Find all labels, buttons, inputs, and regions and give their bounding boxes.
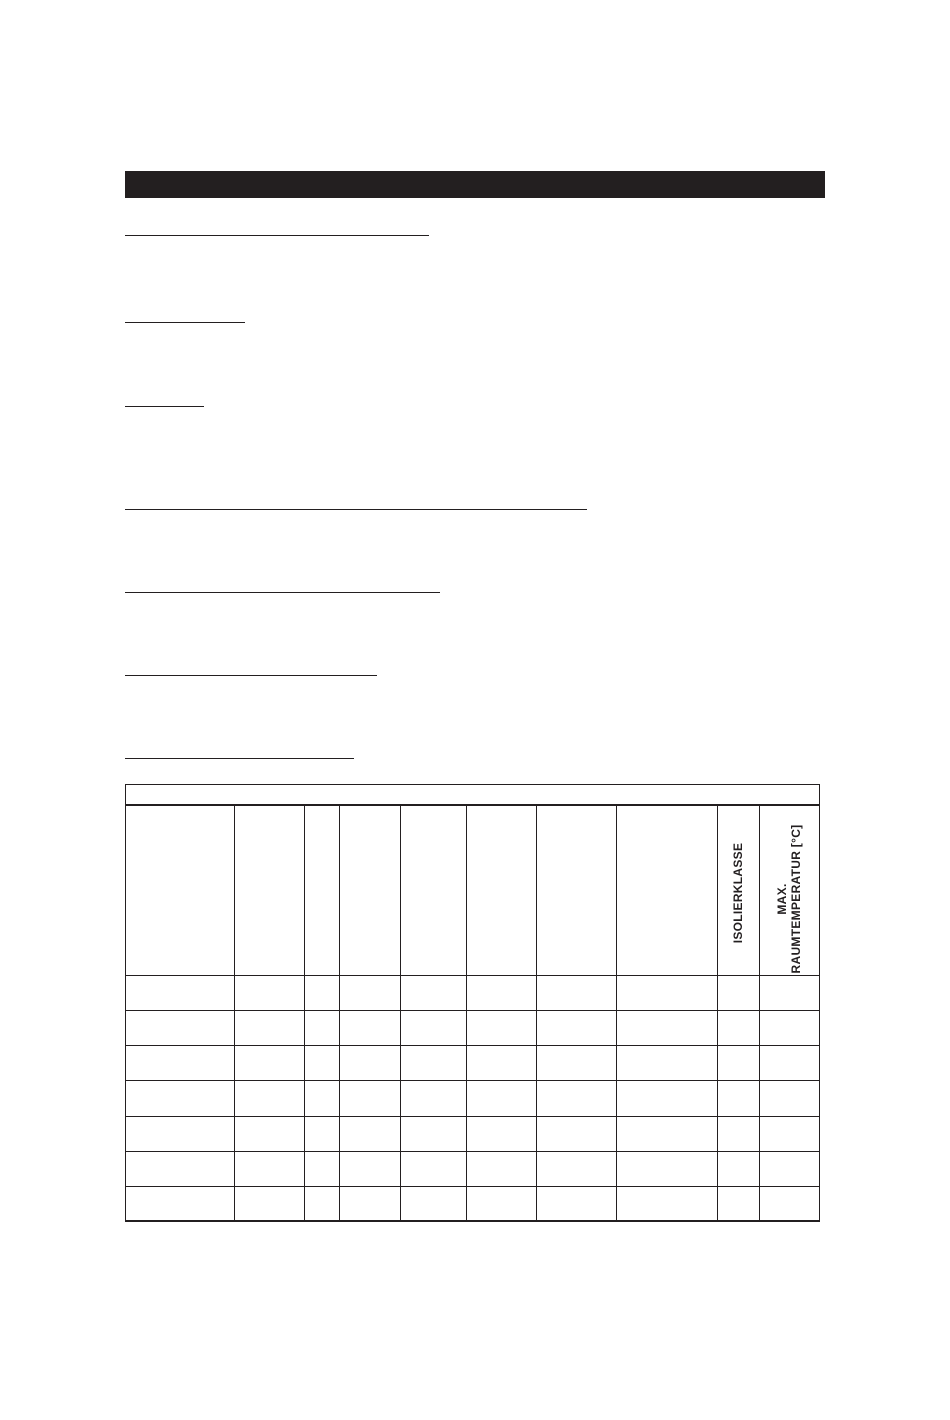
heading-rule xyxy=(125,592,440,593)
section-header-bar xyxy=(125,171,825,198)
heading-rule xyxy=(125,322,245,323)
header-isolierklasse-label: ISOLIERKLASSE xyxy=(731,842,745,944)
column-divider xyxy=(234,806,235,1220)
table-row-divider xyxy=(126,1080,819,1081)
table-caption-row xyxy=(126,785,819,806)
heading-rule xyxy=(125,406,204,407)
column-divider xyxy=(536,806,537,1220)
column-divider xyxy=(400,806,401,1220)
column-divider xyxy=(466,806,467,1220)
column-divider xyxy=(339,806,340,1220)
header-raumtemperatur-label: RAUMTEMPERATUR [°C] xyxy=(789,824,803,974)
heading-rule xyxy=(125,509,587,510)
table-row-divider xyxy=(126,1186,819,1187)
column-divider xyxy=(616,806,617,1220)
table-row-divider xyxy=(126,1116,819,1117)
header-max-label: MAX. xyxy=(775,883,789,915)
table-row-divider xyxy=(126,1010,819,1011)
column-divider xyxy=(717,806,718,1220)
specification-table xyxy=(125,784,820,1222)
header-row-divider xyxy=(126,975,819,976)
heading-rule xyxy=(125,758,354,759)
header-isolierklasse xyxy=(731,833,747,953)
header-max-raumtemperatur xyxy=(775,819,805,979)
table-row-divider xyxy=(126,1151,819,1152)
column-divider xyxy=(759,806,760,1220)
heading-rule xyxy=(125,675,377,676)
heading-rule xyxy=(125,235,429,236)
column-divider xyxy=(304,806,305,1220)
table-row-divider xyxy=(126,1045,819,1046)
